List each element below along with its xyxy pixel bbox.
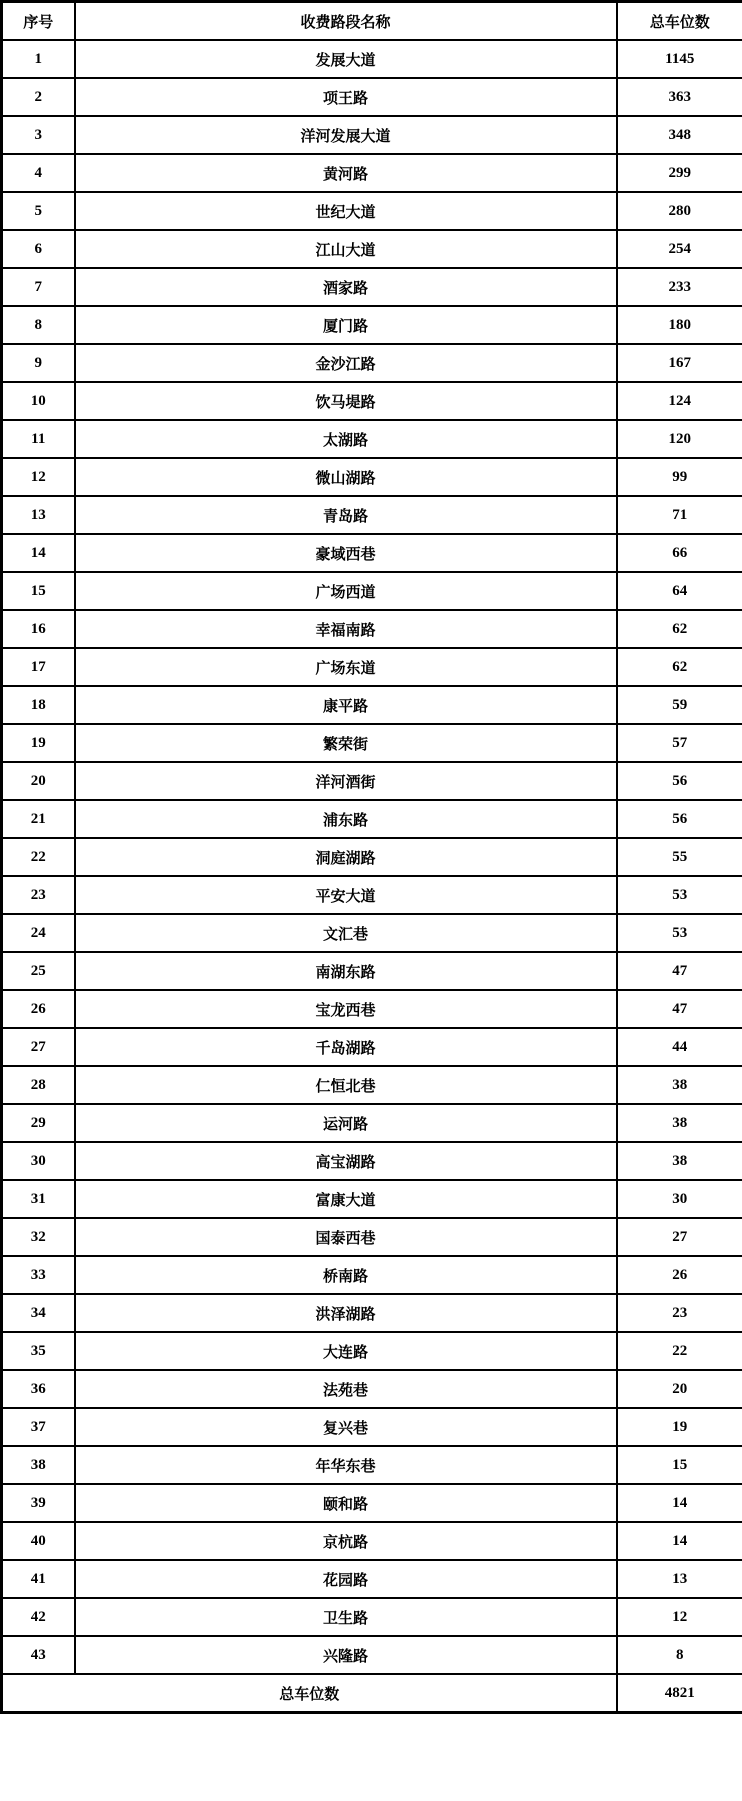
spot-count: 38 — [617, 1142, 742, 1180]
spot-count: 71 — [617, 496, 742, 534]
table-row — [2, 1370, 742, 1408]
spot-count: 124 — [617, 382, 742, 420]
road-name: 大连路 — [75, 1332, 617, 1370]
table-row — [2, 496, 742, 534]
row-index: 35 — [2, 1332, 75, 1370]
row-index: 41 — [2, 1560, 75, 1598]
road-name: 仁恒北巷 — [75, 1066, 617, 1104]
road-name: 花园路 — [75, 1560, 617, 1598]
table-row — [2, 306, 742, 344]
table-header — [2, 2, 742, 41]
road-name: 卫生路 — [75, 1598, 617, 1636]
table-row — [2, 838, 742, 876]
road-name: 豪域西巷 — [75, 534, 617, 572]
spot-count: 14 — [617, 1484, 742, 1522]
row-index: 38 — [2, 1446, 75, 1484]
road-name: 幸福南路 — [75, 610, 617, 648]
road-name: 浦东路 — [75, 800, 617, 838]
row-index: 2 — [2, 78, 75, 116]
spot-count: 363 — [617, 78, 742, 116]
table-row — [2, 116, 742, 154]
table-row — [2, 1180, 742, 1218]
table-row — [2, 1294, 742, 1332]
row-index: 27 — [2, 1028, 75, 1066]
table-row — [2, 458, 742, 496]
row-index: 26 — [2, 990, 75, 1028]
header-row — [2, 2, 742, 41]
table-row — [2, 1066, 742, 1104]
table-row — [2, 1028, 742, 1066]
road-name: 青岛路 — [75, 496, 617, 534]
table-row — [2, 800, 742, 838]
road-name: 京杭路 — [75, 1522, 617, 1560]
row-index: 4 — [2, 154, 75, 192]
row-index: 7 — [2, 268, 75, 306]
row-index: 25 — [2, 952, 75, 990]
row-index: 39 — [2, 1484, 75, 1522]
row-index: 14 — [2, 534, 75, 572]
table-footer — [2, 1674, 742, 1713]
spot-count: 167 — [617, 344, 742, 382]
spot-count: 62 — [617, 648, 742, 686]
spot-count: 47 — [617, 952, 742, 990]
spot-count: 53 — [617, 876, 742, 914]
table-row — [2, 1218, 742, 1256]
spot-count: 26 — [617, 1256, 742, 1294]
row-index: 36 — [2, 1370, 75, 1408]
road-name: 黄河路 — [75, 154, 617, 192]
spot-count: 22 — [617, 1332, 742, 1370]
road-name: 富康大道 — [75, 1180, 617, 1218]
table-row — [2, 230, 742, 268]
header-cell-index: 序号 — [2, 2, 75, 41]
spot-count: 57 — [617, 724, 742, 762]
spot-count: 120 — [617, 420, 742, 458]
road-name: 文汇巷 — [75, 914, 617, 952]
row-index: 33 — [2, 1256, 75, 1294]
spot-count: 47 — [617, 990, 742, 1028]
spot-count: 56 — [617, 762, 742, 800]
road-name: 运河路 — [75, 1104, 617, 1142]
table-row — [2, 1484, 742, 1522]
header-cell-spot-count: 总车位数 — [617, 2, 742, 41]
row-index: 23 — [2, 876, 75, 914]
road-name: 广场西道 — [75, 572, 617, 610]
road-name: 千岛湖路 — [75, 1028, 617, 1066]
row-index: 10 — [2, 382, 75, 420]
table-row — [2, 344, 742, 382]
spot-count: 66 — [617, 534, 742, 572]
row-index: 30 — [2, 1142, 75, 1180]
table-row — [2, 724, 742, 762]
table-row — [2, 876, 742, 914]
table-row — [2, 952, 742, 990]
road-name: 金沙江路 — [75, 344, 617, 382]
table-row — [2, 1332, 742, 1370]
table-row — [2, 1104, 742, 1142]
spot-count: 38 — [617, 1104, 742, 1142]
road-name: 世纪大道 — [75, 192, 617, 230]
road-name: 项王路 — [75, 78, 617, 116]
table-row — [2, 914, 742, 952]
table-row — [2, 610, 742, 648]
table-row — [2, 420, 742, 458]
row-index: 29 — [2, 1104, 75, 1142]
road-name: 桥南路 — [75, 1256, 617, 1294]
spot-count: 1145 — [617, 40, 742, 78]
spot-count: 280 — [617, 192, 742, 230]
spot-count: 38 — [617, 1066, 742, 1104]
table-row — [2, 268, 742, 306]
spot-count: 20 — [617, 1370, 742, 1408]
road-name: 厦门路 — [75, 306, 617, 344]
table-row — [2, 1522, 742, 1560]
row-index: 15 — [2, 572, 75, 610]
table-row — [2, 686, 742, 724]
spot-count: 8 — [617, 1636, 742, 1674]
table-row — [2, 1446, 742, 1484]
table-row — [2, 154, 742, 192]
row-index: 42 — [2, 1598, 75, 1636]
table-row — [2, 648, 742, 686]
spot-count: 23 — [617, 1294, 742, 1332]
table-body — [2, 40, 742, 1674]
road-name: 法苑巷 — [75, 1370, 617, 1408]
spot-count: 15 — [617, 1446, 742, 1484]
row-index: 9 — [2, 344, 75, 382]
table-row — [2, 990, 742, 1028]
road-name: 康平路 — [75, 686, 617, 724]
total-value: 4821 — [617, 1674, 742, 1713]
spot-count: 44 — [617, 1028, 742, 1066]
row-index: 20 — [2, 762, 75, 800]
table-row — [2, 1408, 742, 1446]
road-name: 饮马堤路 — [75, 382, 617, 420]
row-index: 12 — [2, 458, 75, 496]
table-row — [2, 534, 742, 572]
road-name: 颐和路 — [75, 1484, 617, 1522]
row-index: 17 — [2, 648, 75, 686]
road-name: 太湖路 — [75, 420, 617, 458]
row-index: 40 — [2, 1522, 75, 1560]
spot-count: 348 — [617, 116, 742, 154]
row-index: 24 — [2, 914, 75, 952]
row-index: 28 — [2, 1066, 75, 1104]
spot-count: 27 — [617, 1218, 742, 1256]
road-name: 洪泽湖路 — [75, 1294, 617, 1332]
road-name: 平安大道 — [75, 876, 617, 914]
road-name: 洞庭湖路 — [75, 838, 617, 876]
spot-count: 254 — [617, 230, 742, 268]
table-row — [2, 1598, 742, 1636]
road-name: 国泰西巷 — [75, 1218, 617, 1256]
road-name: 洋河发展大道 — [75, 116, 617, 154]
spot-count: 14 — [617, 1522, 742, 1560]
total-label: 总车位数 — [2, 1674, 617, 1713]
spot-count: 55 — [617, 838, 742, 876]
row-index: 37 — [2, 1408, 75, 1446]
road-name: 洋河酒街 — [75, 762, 617, 800]
table-row — [2, 40, 742, 78]
row-index: 1 — [2, 40, 75, 78]
spot-count: 64 — [617, 572, 742, 610]
road-name: 发展大道 — [75, 40, 617, 78]
spot-count: 13 — [617, 1560, 742, 1598]
spot-count: 62 — [617, 610, 742, 648]
spot-count: 180 — [617, 306, 742, 344]
road-name: 广场东道 — [75, 648, 617, 686]
row-index: 3 — [2, 116, 75, 154]
total-row — [2, 1674, 742, 1713]
table-row — [2, 192, 742, 230]
row-index: 32 — [2, 1218, 75, 1256]
header-cell-road-name: 收费路段名称 — [75, 2, 617, 41]
road-name: 复兴巷 — [75, 1408, 617, 1446]
table-row — [2, 1142, 742, 1180]
spot-count: 99 — [617, 458, 742, 496]
spot-count: 30 — [617, 1180, 742, 1218]
row-index: 18 — [2, 686, 75, 724]
road-name: 高宝湖路 — [75, 1142, 617, 1180]
road-name: 南湖东路 — [75, 952, 617, 990]
spot-count: 19 — [617, 1408, 742, 1446]
spot-count: 59 — [617, 686, 742, 724]
row-index: 6 — [2, 230, 75, 268]
row-index: 13 — [2, 496, 75, 534]
row-index: 43 — [2, 1636, 75, 1674]
row-index: 8 — [2, 306, 75, 344]
row-index: 5 — [2, 192, 75, 230]
row-index: 31 — [2, 1180, 75, 1218]
spot-count: 56 — [617, 800, 742, 838]
road-name: 年华东巷 — [75, 1446, 617, 1484]
spot-count: 299 — [617, 154, 742, 192]
table-row — [2, 1636, 742, 1674]
road-name: 酒家路 — [75, 268, 617, 306]
row-index: 34 — [2, 1294, 75, 1332]
road-name: 繁荣街 — [75, 724, 617, 762]
row-index: 21 — [2, 800, 75, 838]
spot-count: 233 — [617, 268, 742, 306]
table-row — [2, 1560, 742, 1598]
road-name: 兴隆路 — [75, 1636, 617, 1674]
table-row — [2, 572, 742, 610]
table-row — [2, 78, 742, 116]
table-row — [2, 382, 742, 420]
spot-count: 12 — [617, 1598, 742, 1636]
road-name: 江山大道 — [75, 230, 617, 268]
road-name: 宝龙西巷 — [75, 990, 617, 1028]
table-row — [2, 762, 742, 800]
row-index: 11 — [2, 420, 75, 458]
row-index: 22 — [2, 838, 75, 876]
row-index: 16 — [2, 610, 75, 648]
table-row — [2, 1256, 742, 1294]
road-name: 微山湖路 — [75, 458, 617, 496]
spot-count: 53 — [617, 914, 742, 952]
row-index: 19 — [2, 724, 75, 762]
